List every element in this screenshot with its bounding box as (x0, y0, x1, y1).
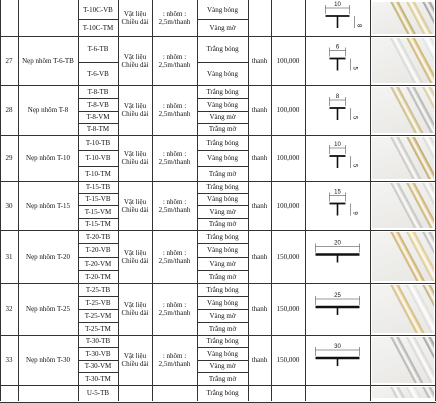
material-label: Vật liệu Chiều dài (121, 301, 149, 317)
product-name: Nẹp nhôm T-15 (26, 201, 70, 210)
product-code: T-8-TM (86, 125, 110, 133)
product-name (18, 0, 78, 36)
finish-name: Trắng mờ (208, 374, 237, 383)
price-cell: 100,000 (276, 56, 300, 65)
finish-name: Trắng mờ (208, 220, 237, 228)
unit-cell: thanh (251, 252, 268, 261)
finish-name: Trắng bóng (206, 285, 239, 294)
product-code: T-15-TM (85, 220, 111, 228)
material-value: : nhôm : 2,5m/thanh (158, 150, 191, 166)
finish-name: Vàng bóng (207, 5, 238, 14)
finish-name: Trắng bóng (206, 337, 239, 345)
grid-line-v (370, 181, 371, 231)
product-code: T-10-VB (85, 154, 111, 162)
dimension-side-label: 8 (355, 24, 362, 28)
product-name: Nẹp nhôm T-25 (26, 305, 70, 313)
unit-cell (248, 385, 271, 400)
material-label: Vật liệu Chiều dài (121, 248, 149, 265)
grid-line-v (370, 36, 371, 86)
product-photo (372, 232, 434, 281)
finish-name: Trắng bóng (206, 232, 239, 241)
unit-cell: thanh (251, 106, 268, 114)
finish-name: Vàng bóng (207, 349, 238, 358)
product-code: U-5-TB (86, 388, 110, 397)
profile-drawing (305, 85, 370, 135)
unit-cell: thanh (251, 154, 268, 162)
product-code: T-20-VM (84, 259, 112, 268)
product-code: T-25-VB (85, 298, 111, 307)
material-value: : nhôm : 2,5m/thanh (158, 301, 191, 317)
product-code: T-25-TB (85, 285, 111, 294)
product-name: Nẹp nhôm T-10 (26, 154, 70, 162)
product-code: T-10C-VB (83, 5, 113, 14)
profile-drawing (305, 135, 370, 181)
dimension-side-label: 5 (351, 116, 358, 120)
finish-name: Vàng mờ (209, 23, 236, 32)
row-number: 33 (5, 356, 13, 364)
price-cell: 100,000 (276, 106, 300, 114)
row-number: 31 (5, 252, 13, 261)
grid-line-v (370, 85, 371, 136)
product-code: T-20-TB (85, 232, 111, 241)
finish-name: Vàng bóng (207, 298, 238, 307)
row-number (0, 0, 18, 36)
price-cell: 100,000 (276, 201, 300, 210)
dimension-side-label: 9 (351, 211, 358, 215)
finish-name: Trắng mờ (208, 272, 237, 281)
product-name: Nẹp nhôm T-30 (26, 356, 70, 364)
material-label (118, 385, 152, 400)
unit-cell: thanh (251, 356, 268, 364)
finish-name: Vàng mờ (209, 311, 236, 320)
product-name (18, 385, 78, 400)
price-cell: 100,000 (276, 154, 300, 162)
finish-name: Vàng bóng (207, 100, 238, 109)
material-label: Vật liệu Chiều dài (121, 52, 149, 69)
dimension-side-label: 5 (351, 66, 358, 70)
product-photo (372, 387, 434, 398)
row-number: 27 (5, 56, 13, 65)
material-value: : nhôm : 2,5m/thanh (158, 102, 191, 118)
product-code: T-8-VM (86, 113, 110, 121)
product-name: Nẹp nhôm T-8 (27, 106, 69, 114)
finish-name: Vàng bóng (207, 154, 238, 162)
material-value: : nhôm : 2,5m/thanh (158, 197, 191, 214)
grid-line-v (370, 385, 371, 401)
finish-name: Trắng mờ (208, 125, 237, 133)
product-code: T-10-TB (85, 138, 111, 147)
product-code: T-6-TB (87, 45, 109, 53)
price-cell: 150,000 (276, 356, 300, 364)
finish-name: Vàng bóng (207, 246, 238, 254)
material-label: Vật liệu Chiều dài (121, 102, 149, 118)
product-photo (372, 87, 434, 133)
product-code: T-15-VB (85, 195, 111, 203)
material-label: Vật liệu Chiều dài (121, 10, 149, 26)
product-code: T-6-VB (87, 69, 109, 78)
product-code: T-10C-TM (82, 23, 114, 32)
grid-line-v (370, 230, 371, 284)
material-label: Vật liệu Chiều dài (121, 150, 149, 166)
unit-cell (248, 0, 271, 36)
product-code: T-30-VB (85, 349, 111, 358)
product-code: T-8-TB (87, 87, 109, 96)
dimension-top-label: 20 (334, 240, 341, 247)
row-number (0, 385, 18, 400)
product-photo (372, 137, 434, 179)
price-cell: 150,000 (276, 252, 300, 261)
dimension-top-label: 6 (335, 44, 340, 51)
product-code: T-20-VB (85, 246, 111, 254)
material-value: : nhôm : 2,5m/thanh (158, 52, 191, 69)
grid-line-v (370, 335, 371, 386)
finish-name: Trắng bóng (206, 183, 239, 191)
material-value: : nhôm : 2,5m/thanh (158, 10, 191, 26)
dimension-top-label: 25 (334, 293, 341, 299)
profile-drawing (305, 283, 370, 335)
grid-line-v (370, 0, 371, 37)
product-code: T-30-TM (85, 374, 111, 383)
finish-name: Vàng bóng (207, 69, 238, 78)
grid-line-v (370, 283, 371, 336)
product-code: T-8-VB (87, 100, 109, 109)
finish-name: Vàng bóng (207, 195, 238, 203)
finish-name: Vàng mờ (209, 362, 236, 370)
finish-name: Vàng mờ (209, 259, 236, 268)
product-photo (372, 38, 434, 83)
product-photo (372, 183, 434, 228)
dimension-side-label: 5 (351, 164, 358, 168)
unit-cell: thanh (251, 56, 268, 65)
finish-name: Trắng bóng (206, 45, 239, 53)
grid-line-v (370, 135, 371, 182)
row-number: 29 (5, 154, 13, 162)
price-cell (271, 385, 305, 400)
product-name: Nẹp nhôm T-6-TB (22, 56, 74, 65)
dimension-top-label: 15 (334, 189, 341, 196)
grid-line-v (0, 0, 1, 401)
price-cell (271, 0, 305, 36)
finish-name: Vàng mờ (209, 207, 236, 216)
profile-drawing (305, 230, 370, 283)
finish-name: Vàng mờ (209, 113, 236, 121)
dimension-top-label: 10 (334, 2, 341, 8)
dimension-top-label: 30 (334, 344, 341, 350)
material-value: : nhôm : 2,5m/thanh (158, 248, 191, 265)
finish-name: Trắng bóng (206, 138, 239, 147)
product-photo (372, 2, 434, 34)
row-number: 28 (5, 106, 13, 114)
product-code: T-25-VM (84, 311, 112, 320)
finish-name: Trắng bóng (206, 388, 239, 397)
finish-name: Trắng mờ (208, 324, 237, 333)
product-photo (372, 337, 434, 383)
unit-cell: thanh (251, 305, 268, 313)
material-value (152, 385, 197, 400)
product-code: T-30-VM (84, 362, 112, 370)
profile-drawing (305, 335, 370, 385)
profile-drawing (305, 36, 370, 85)
dimension-top-label: 10 (334, 142, 341, 148)
product-code: T-15-VM (84, 207, 112, 216)
unit-cell: thanh (251, 201, 268, 210)
row-number: 32 (5, 305, 13, 313)
product-code: T-10-TM (85, 169, 111, 178)
product-code: T-30-TB (85, 337, 111, 345)
price-cell: 150,000 (276, 305, 300, 313)
finish-name: Trắng bóng (206, 87, 239, 96)
material-label: Vật liệu Chiều dài (121, 352, 149, 368)
finish-name: Trắng mờ (208, 169, 237, 178)
material-label: Vật liệu Chiều dài (121, 197, 149, 214)
profile-drawing (305, 0, 370, 36)
profile-drawing (305, 181, 370, 230)
grid-line-v (305, 385, 306, 401)
row-number: 30 (5, 201, 13, 210)
dimension-top-label: 8 (335, 94, 340, 100)
product-name: Nẹp nhôm T-20 (26, 252, 70, 261)
product-code: T-15-TB (85, 183, 111, 191)
material-value: : nhôm : 2,5m/thanh (158, 352, 191, 368)
product-code: T-20-TM (85, 272, 111, 281)
product-code: T-25-TM (85, 324, 111, 333)
product-photo (372, 285, 434, 333)
